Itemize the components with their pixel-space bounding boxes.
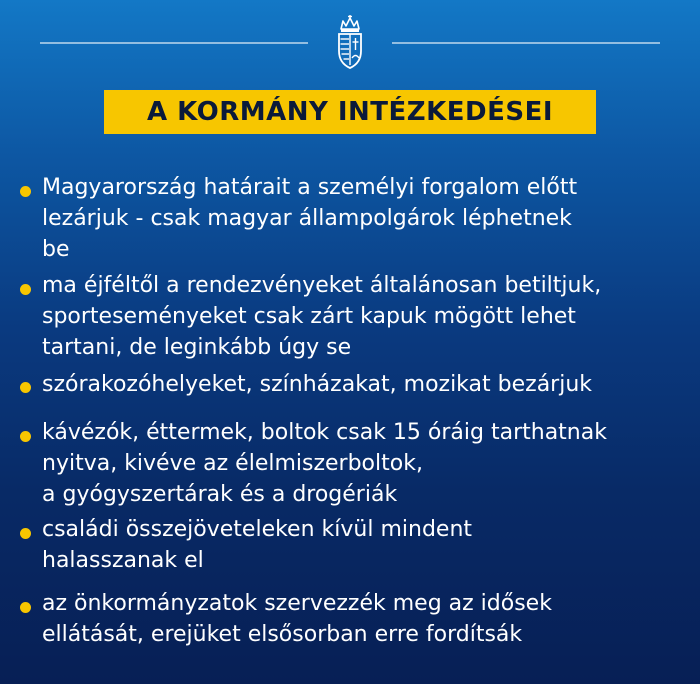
measure-line: tartani, de leginkább úgy se <box>42 335 352 360</box>
bullet-dot-icon <box>20 186 31 197</box>
page-title: A KORMÁNY INTÉZKEDÉSEI <box>146 97 554 127</box>
measure-line: családi összejöveteleken kívül mindent <box>42 517 473 542</box>
measure-line: az önkormányzatok szervezzék meg az idősek <box>42 591 552 616</box>
bullet-dot-icon <box>20 382 31 393</box>
measure-line: be <box>42 237 70 262</box>
bullet-dot-icon <box>20 284 31 295</box>
measure-line: halasszanak el <box>42 548 204 573</box>
measure-item-6 <box>42 588 688 650</box>
bullet-dot-icon <box>20 528 31 539</box>
measure-item-4 <box>42 417 688 510</box>
bullet-dot-icon <box>20 431 31 442</box>
measure-item-2 <box>42 270 688 363</box>
bullet-dot-icon <box>20 602 31 613</box>
measure-item-5 <box>42 514 688 576</box>
measure-line: Magyarország határait a személyi forgalom előtt <box>42 175 578 200</box>
measure-line: ellátását, erejüket elsősorban erre fordítsák <box>42 622 523 647</box>
measure-line: ma éjféltől a rendezvényeket általánosan betiltjuk, <box>42 273 602 298</box>
measure-line: kávézók, éttermek, boltok csak 15 óráig tarthatnak <box>42 420 607 445</box>
measure-line: szórakozóhelyeket, színházakat, mozikat bezárjuk <box>42 372 593 397</box>
measure-line: nyitva, kivéve az élelmiszerboltok, <box>42 451 423 476</box>
measure-line: a gyógyszertárak és a drogériák <box>42 482 398 507</box>
measure-line: sporteseményeket csak zárt kapuk mögött lehet <box>42 304 576 329</box>
measure-line: lezárjuk - csak magyar állampolgárok léphetnek <box>42 206 572 231</box>
measure-item-1 <box>42 172 688 265</box>
measure-item-3 <box>42 369 688 400</box>
